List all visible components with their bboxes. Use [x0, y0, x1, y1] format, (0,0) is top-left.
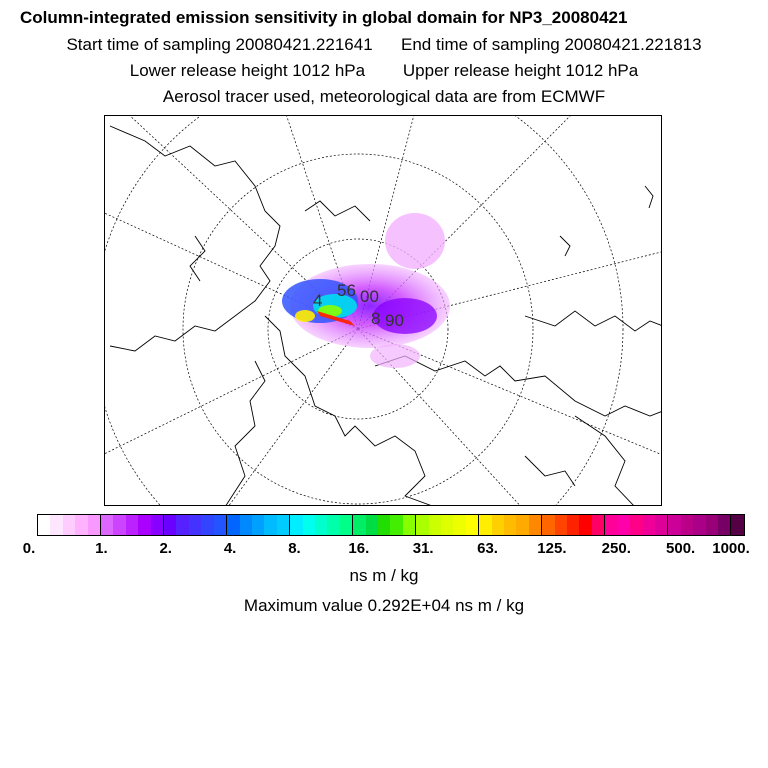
colorbar-swatch [113, 515, 125, 535]
colorbar-swatch [403, 515, 416, 535]
colorbar-swatch [277, 515, 290, 535]
colorbar-tick-label: 16. [348, 540, 370, 557]
colorbar-tick-label: 4. [223, 540, 237, 557]
colorbar-swatch [176, 515, 188, 535]
end-time-label: End time of sampling 20080421.221813 [401, 35, 702, 54]
tracer-description: Aerosol tracer used, meteorological data are from ECMWF [162, 87, 606, 106]
colorbar-swatch [542, 515, 554, 535]
colorbar-swatch [189, 515, 201, 535]
colorbar-swatch [378, 515, 390, 535]
colorbar-swatch [227, 515, 239, 535]
colorbar-swatch [693, 515, 705, 535]
colorbar-swatch [126, 515, 138, 535]
colorbar-swatch [75, 515, 87, 535]
colorbar-swatch [340, 515, 353, 535]
colorbar-swatch [579, 515, 591, 535]
colorbar-swatch [605, 515, 617, 535]
colorbar-swatch [441, 515, 453, 535]
colorbar-swatch [655, 515, 668, 535]
colorbar-swatch [50, 515, 62, 535]
colorbar-swatch [618, 515, 630, 535]
colorbar [37, 514, 745, 536]
colorbar-swatch [315, 515, 327, 535]
colorbar-swatch [201, 515, 213, 535]
colorbar-swatch [240, 515, 252, 535]
contour-label: 4 [313, 291, 323, 310]
colorbar-tick-label: 250. [601, 540, 631, 557]
colorbar-swatch [88, 515, 101, 535]
colorbar-swatch [101, 515, 113, 535]
colorbar-swatch [290, 515, 302, 535]
colorbar-swatch [516, 515, 528, 535]
colorbar-swatch [327, 515, 339, 535]
colorbar-swatch [366, 515, 378, 535]
colorbar-swatch [718, 515, 731, 535]
colorbar-tick-label: 63. [477, 540, 498, 557]
colorbar-swatch [416, 515, 428, 535]
colorbar-swatch [466, 515, 479, 535]
colorbar-swatch [555, 515, 567, 535]
upper-release-label: Upper release height 1012 hPa [402, 61, 639, 80]
release-heights [0, 61, 768, 81]
colorbar-swatch [214, 515, 227, 535]
colorbar-swatch [38, 515, 50, 535]
colorbar-swatch [63, 515, 75, 535]
colorbar-swatch [164, 515, 176, 535]
colorbar-swatch [681, 515, 693, 535]
colorbar-swatch [453, 515, 465, 535]
colorbar-tick-label: 2. [159, 540, 172, 557]
colorbar-swatch [529, 515, 542, 535]
colorbar-swatch [706, 515, 718, 535]
colorbar-tick-label: 31. [412, 540, 434, 557]
colorbar-swatch [138, 515, 150, 535]
plot-title: Column-integrated emission sensitivity in global domain for NP3_20080421 [20, 8, 628, 27]
colorbar-swatch [151, 515, 164, 535]
colorbar-swatch [479, 515, 491, 535]
contour-label: 8 [371, 309, 381, 328]
colorbar-swatch [264, 515, 276, 535]
colorbar-swatch [567, 515, 579, 535]
colorbar-units: ns m / kg [349, 566, 419, 585]
colorbar-swatch [668, 515, 680, 535]
colorbar-tick-label: 1. [95, 540, 108, 557]
map-svg [105, 116, 662, 506]
colorbar-swatch [731, 515, 743, 535]
contour-label: 90 [385, 311, 404, 330]
colorbar-tick-label: 8. [288, 540, 301, 557]
colorbar-swatch [643, 515, 655, 535]
colorbar-tick-label: 500. [666, 540, 696, 557]
colorbar-tick-label: 1000. [712, 540, 750, 557]
colorbar-tick-label: 0. [22, 540, 36, 557]
colorbar-swatch [592, 515, 605, 535]
colorbar-swatch [390, 515, 402, 535]
colorbar-swatch [492, 515, 504, 535]
contour-label: 00 [360, 287, 379, 306]
colorbar-swatch [353, 515, 365, 535]
colorbar-swatch [429, 515, 441, 535]
lower-release-label: Lower release height 1012 hPa [129, 61, 366, 80]
colorbar-swatch [630, 515, 642, 535]
colorbar-tick-label: 125. [537, 540, 567, 557]
colorbar-swatch [252, 515, 264, 535]
contour-label: 56 [337, 281, 356, 300]
maximum-value-text: Maximum value 0.292E+04 ns m / kg [243, 596, 525, 615]
start-time-label: Start time of sampling 20080421.221641 [66, 35, 373, 54]
map-panel [104, 115, 662, 506]
sampling-times [0, 35, 768, 55]
colorbar-swatch [504, 515, 516, 535]
colorbar-swatch [303, 515, 315, 535]
